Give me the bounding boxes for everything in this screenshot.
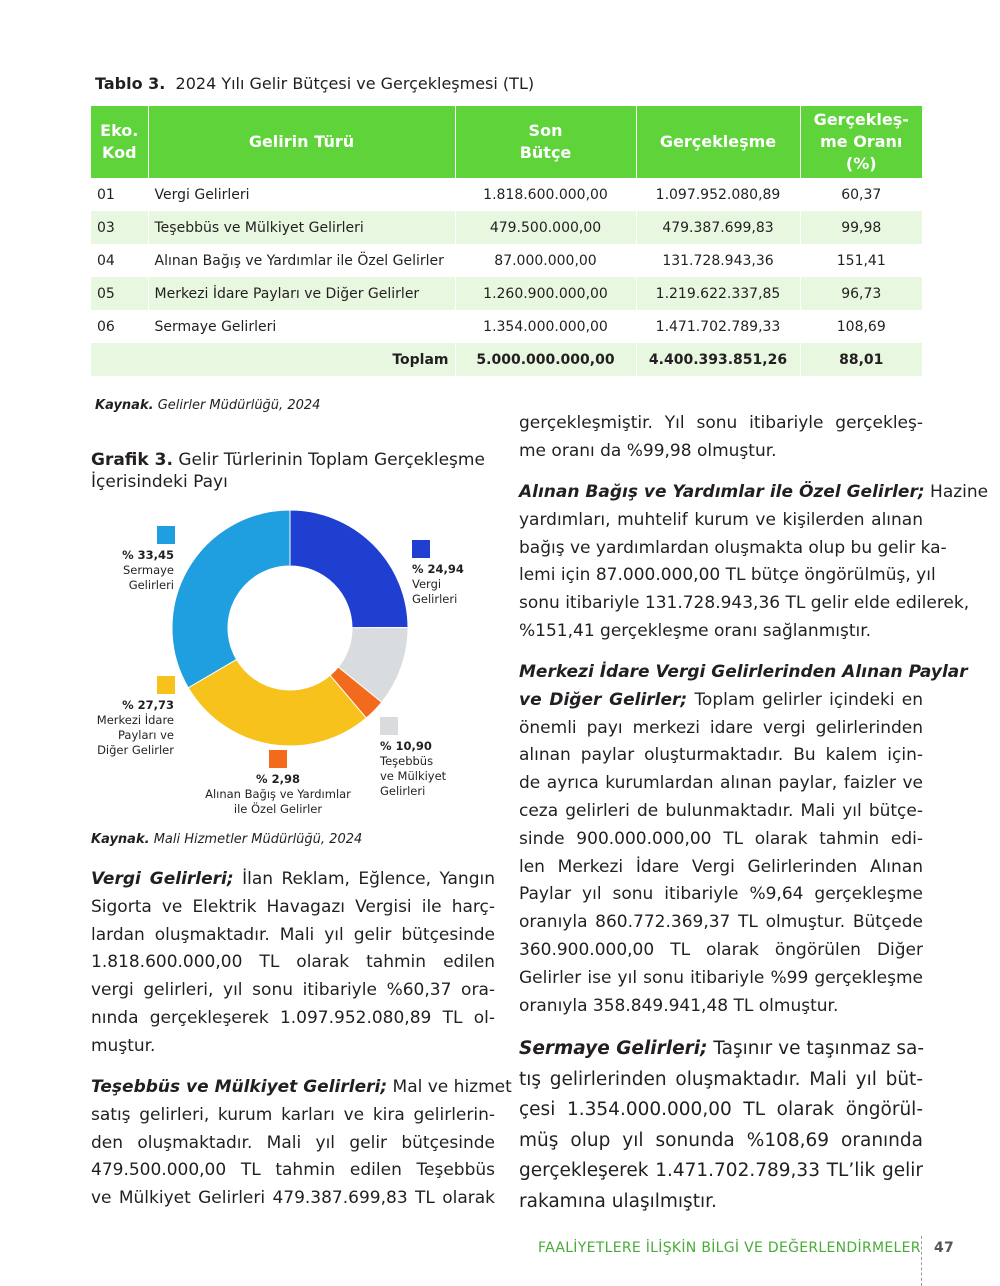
text-line: ve Diğer Gelirler; Toplam gelirler içindeki en xyxy=(519,689,924,710)
cell-gerceklesme: 1.097.952.080,89 xyxy=(636,178,800,211)
cell-butce: 479.500.000,00 xyxy=(455,211,636,244)
text-line: den oluşmaktadır. Mali yıl gelir bütçesinde xyxy=(91,1132,495,1153)
donut-slice-5 xyxy=(172,510,290,688)
footer-divider xyxy=(921,1236,923,1286)
text-line: gerçekleşmiştir. Yıl sonu itibariyle gerçekleş- xyxy=(519,413,923,433)
table-total-row xyxy=(91,343,922,376)
table-row xyxy=(91,310,922,343)
text-line: %151,41 gerçekleşme oranı sağlanmıştır. xyxy=(519,620,872,641)
text-line: Paylar yıl sonu itibariyle %9,64 gerçekleşme xyxy=(519,884,923,905)
text-line: me oranı da %99,98 olmuştur. xyxy=(519,440,777,461)
table-row xyxy=(91,178,922,211)
text-line: satış gelirleri, kurum karları ve kira gelirlerin- xyxy=(91,1104,495,1125)
cell-oran: 60,37 xyxy=(800,178,922,211)
text-line: oranıyla 860.772.369,37 TL olmuştur. Bütçede xyxy=(519,912,923,933)
cell-gerceklesme: 1.219.622.337,85 xyxy=(636,277,800,310)
text-line: rakamına ulaşılmıştır. xyxy=(519,1190,717,1212)
text-line: müş olup yıl sonunda %108,69 oranında xyxy=(519,1129,923,1151)
donut-chart xyxy=(170,508,410,748)
chart-source-text: Mali Hizmetler Müdürlüğü, 2024 xyxy=(153,832,363,847)
table-caption-label: Tablo 3. xyxy=(95,74,166,93)
text-line: sonu itibariyle 131.728.943,36 TL gelir elde edilerek, xyxy=(519,593,970,614)
paragraph-tesebbus-continued xyxy=(519,410,923,466)
legend-swatch-vergi xyxy=(412,540,430,558)
text-line: nında gerçekleşerek 1.097.952.080,89 TL ol- xyxy=(91,1007,495,1028)
text-line: çesi 1.354.000.000,00 TL olarak öngörül- xyxy=(519,1099,923,1120)
total-gerceklesme: 4.400.393.851,26 xyxy=(636,343,800,376)
chart-caption-label: Grafik 3. xyxy=(91,450,173,470)
cell-tur: Alınan Bağış ve Yardımlar ile Özel Gelirler xyxy=(148,244,455,277)
text-line: Teşebbüs ve Mülkiyet Gelirleri; Mal ve hizmet xyxy=(91,1077,512,1097)
legend-label-bagis: % 2,98 Alınan Bağış ve Yardımlar ile Özel Gelirler xyxy=(205,772,351,816)
legend-swatch-bagis xyxy=(269,750,287,768)
text-line: 1.818.600.000,00 TL olarak tahmin edilen xyxy=(91,952,495,973)
cell-butce: 1.260.900.000,00 xyxy=(455,277,636,310)
text-line: muştur. xyxy=(91,1035,156,1056)
text-line: 479.500.000,00 TL tahmin edilen Teşebbüs xyxy=(91,1160,495,1181)
cell-oran: 151,41 xyxy=(800,244,922,277)
text-line: ve Mülkiyet Gelirleri 479.387.699,83 TL olarak xyxy=(91,1188,495,1209)
cell-tur: Teşebbüs ve Mülkiyet Gelirleri xyxy=(148,211,455,244)
donut-slices xyxy=(172,510,408,746)
paragraph-sermaye xyxy=(519,1034,923,1217)
text-line: lemi için 87.000.000,00 TL bütçe öngörülmüş, yıl xyxy=(519,565,936,586)
paragraph-bagis xyxy=(519,479,989,646)
text-line: de ayrıca kurumlardan alınan paylar, faizler ve xyxy=(519,773,923,794)
text-line: gerçekleşerek 1.471.702.789,33 TL’lik gelir xyxy=(519,1160,923,1181)
table-row xyxy=(91,244,922,277)
chart-source xyxy=(91,832,362,847)
text-line: Alınan Bağış ve Yardımlar ile Özel Gelirler; Hazine xyxy=(519,482,989,502)
table-row xyxy=(91,211,922,244)
chart-source-label: Kaynak. xyxy=(91,832,150,847)
total-oran: 88,01 xyxy=(800,343,922,376)
cell-gerceklesme: 131.728.943,36 xyxy=(636,244,800,277)
revenue-table xyxy=(91,106,922,376)
header-kod: Eko. Kod xyxy=(91,106,148,178)
text-line: bağış ve yardımlardan oluşmakta olup bu gelir ka- xyxy=(519,537,947,558)
cell-gerceklesme: 1.471.702.789,33 xyxy=(636,310,800,343)
legend-label-sermaye: % 33,45 Sermaye Gelirleri xyxy=(122,548,174,592)
paragraph-vergi xyxy=(91,866,495,1061)
table-header-row xyxy=(91,106,922,178)
text-line: vergi gelirleri, yıl sonu itibariyle %60,37 ora- xyxy=(91,980,495,1001)
legend-label-tesebbus: % 10,90 Teşebbüs ve Mülkiyet Gelirleri xyxy=(380,739,447,798)
cell-oran: 96,73 xyxy=(800,277,922,310)
page-number: 47 xyxy=(934,1240,955,1256)
donut-slice-1 xyxy=(290,510,408,628)
text-line: alınan paylar oluşturmaktadır. Bu kalem için- xyxy=(519,745,923,766)
table-row xyxy=(91,277,922,310)
legend-label-merkezi: % 27,73 Merkezi İdare Payları ve Diğer Gelirler xyxy=(96,698,174,757)
text-line: oranıyla 358.849.941,48 TL olmuştur. xyxy=(519,995,839,1016)
text-line: yardımları, muhtelif kurum ve kişilerden alınan xyxy=(519,509,923,530)
cell-kod: 01 xyxy=(91,178,148,211)
cell-tur: Sermaye Gelirleri xyxy=(148,310,455,343)
header-oran: Gerçekleş- me Oranı (%) xyxy=(800,106,922,178)
text-line: ceza gelirleri de bulunmaktadır. Mali yıl bütçe- xyxy=(519,800,923,821)
cell-oran: 108,69 xyxy=(800,310,922,343)
cell-oran: 99,98 xyxy=(800,211,922,244)
cell-kod: 05 xyxy=(91,277,148,310)
header-butce: Son Bütçe xyxy=(455,106,636,178)
cell-kod: 03 xyxy=(91,211,148,244)
cell-kod: 04 xyxy=(91,244,148,277)
table-caption-text: 2024 Yılı Gelir Bütçesi ve Gerçekleşmesi (TL) xyxy=(175,74,535,93)
chart-caption-text: Gelir Türlerinin Toplam Gerçekleşme İçerisindeki Payı xyxy=(91,450,485,492)
text-line: 360.900.000,00 TL olarak öngörülen Diğer xyxy=(519,939,923,960)
cell-butce: 1.818.600.000,00 xyxy=(455,178,636,211)
legend-swatch-tesebbus xyxy=(380,717,398,735)
cell-butce: 1.354.000.000,00 xyxy=(455,310,636,343)
table-source xyxy=(95,398,320,413)
legend-swatch-sermaye xyxy=(157,526,175,544)
text-line: önemli payı merkezi idare vergi gelirlerinden xyxy=(519,717,923,738)
legend-swatch-merkezi xyxy=(157,676,175,694)
cell-butce: 87.000.000,00 xyxy=(455,244,636,277)
text-line: sinde 900.000.000,00 TL olarak tahmin edi- xyxy=(519,828,923,849)
text-line: Sermaye Gelirleri; Taşınır ve taşınmaz sa- xyxy=(519,1038,925,1059)
text-line: lardan oluşmaktadır. Mali yıl gelir bütçesinde xyxy=(91,924,495,945)
text-line: len Merkezi İdare Vergi Gelirlerinden Alınan xyxy=(519,856,923,877)
total-label: Toplam xyxy=(91,343,455,376)
cell-tur: Vergi Gelirleri xyxy=(148,178,455,211)
text-line: tış gelirlerinden oluşmaktadır. Mali yıl büt- xyxy=(519,1068,923,1090)
paragraph-tesebbus xyxy=(91,1074,512,1213)
cell-tur: Merkezi İdare Payları ve Diğer Gelirler xyxy=(148,277,455,310)
cell-gerceklesme: 479.387.699,83 xyxy=(636,211,800,244)
paragraph-merkezi xyxy=(519,659,968,1020)
text-line: Vergi Gelirleri; İlan Reklam, Eğlence, Yangın xyxy=(91,869,495,889)
table-source-text: Gelirler Müdürlüğü, 2024 xyxy=(157,398,321,413)
legend-label-vergi: % 24,94 Vergi Gelirleri xyxy=(412,562,464,606)
text-line: Gelirler ise yıl sonu itibariyle %99 gerçekleşme xyxy=(519,967,923,988)
header-tur: Gelirin Türü xyxy=(148,106,455,178)
table-caption xyxy=(95,74,534,93)
header-gerceklesme: Gerçekleşme xyxy=(636,106,800,178)
table-source-label: Kaynak. xyxy=(95,398,154,413)
cell-kod: 06 xyxy=(91,310,148,343)
total-butce: 5.000.000.000,00 xyxy=(455,343,636,376)
text-line: Merkezi İdare Vergi Gelirlerinden Alınan Paylar xyxy=(519,662,968,682)
footer-section-title: FAALİYETLERE İLİŞKİN BİLGİ VE DEĞERLENDİRMELER xyxy=(538,1240,921,1256)
text-line: Sigorta ve Elektrik Havagazı Vergisi ile harç- xyxy=(91,896,495,917)
chart-caption xyxy=(91,449,511,493)
